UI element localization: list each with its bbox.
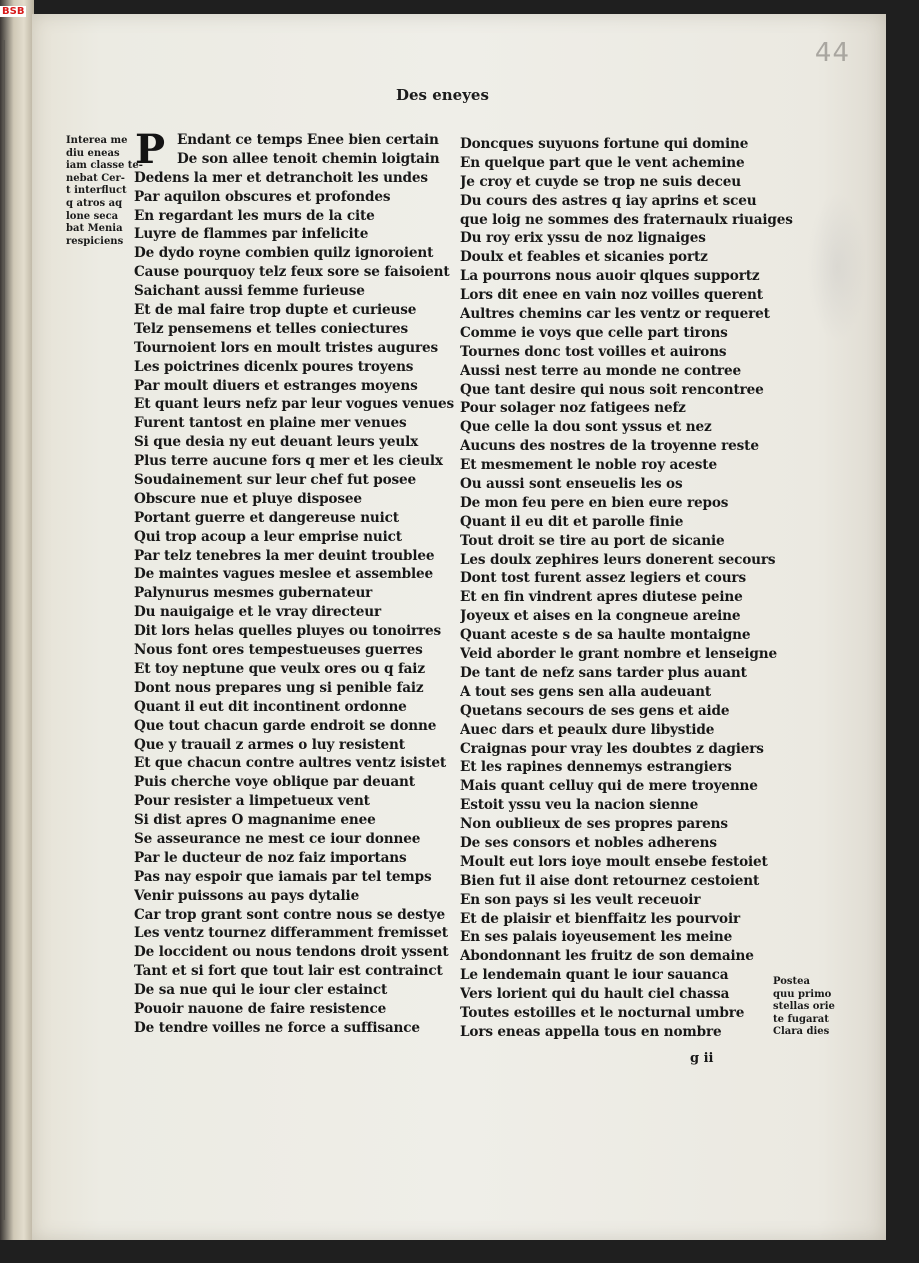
left-column-line: De dydo royne combien quilz ignoroient xyxy=(134,245,434,262)
right-column-line: Ou aussi sont enseuelis les os xyxy=(460,476,683,493)
adjacent-page-edge xyxy=(0,0,34,1263)
left-column-line: Pour resister a limpetueux vent xyxy=(134,793,370,810)
left-text-column xyxy=(134,126,456,1038)
right-column-line: Joyeux et aises en la congneue areine xyxy=(460,608,741,625)
left-column-line: En regardant les murs de la cite xyxy=(134,207,375,224)
right-column-line: Lors eneas appella tous en nombre xyxy=(460,1023,722,1040)
right-column-line: En ses palais ioyeusement les meine xyxy=(460,929,733,946)
right-margin-note-line: quu primo xyxy=(773,988,832,1000)
left-column-line: Tournoient lors en moult tristes augures xyxy=(134,339,438,356)
left-column-line: Endant ce temps Enee bien certain xyxy=(177,132,439,148)
left-column-line: Par moult diuers et estranges moyens xyxy=(134,377,418,394)
left-column-line: Pas nay espoir que iamais par tel temps xyxy=(134,868,432,885)
right-column-line: Toutes estoilles et le nocturnal umbre xyxy=(460,1004,745,1021)
left-column-line: Dedens la mer et detranchoit les undes xyxy=(134,169,428,186)
left-column-line: Telz pensemens et telles coniectures xyxy=(134,320,408,337)
left-column-line: De son allee tenoit chemin loigtain xyxy=(177,150,440,167)
right-column-line: Quant aceste s de sa haulte montaigne xyxy=(460,627,751,644)
right-column-line: De tant de nefz sans tarder plus auant xyxy=(460,664,747,681)
left-column-line: Et que chacun contre aultres ventz isistet xyxy=(134,755,446,772)
left-column-line: Portant guerre et dangereuse nuict xyxy=(134,509,399,526)
left-column-line: Se asseurance ne mest ce iour donnee xyxy=(134,830,421,847)
right-column-line: Que celle la dou sont yssus et nez xyxy=(460,419,712,436)
right-column-line: Doulx et feables et sicanies portz xyxy=(460,249,708,266)
right-column-line: La pourrons nous auoir qlques supportz xyxy=(460,268,760,285)
left-column-line: Plus terre aucune fors q mer et les cieulx xyxy=(134,453,443,470)
right-margin-note-line: stellas orie xyxy=(773,1001,835,1013)
right-margin-note-line: Clara dies xyxy=(773,1026,830,1038)
right-column-line: Veid aborder le grant nombre et lenseigne xyxy=(460,646,777,663)
right-column-line: En quelque part que le vent achemine xyxy=(460,154,745,171)
left-column-line: Et toy neptune que veulx ores ou q faiz xyxy=(134,660,425,677)
right-column-line: Et en fin vindrent apres diutese peine xyxy=(460,589,743,606)
left-column-line: Par le ducteur de noz faiz importans xyxy=(134,849,407,866)
right-column-line: Du roy erix yssu de noz lignaiges xyxy=(460,230,706,247)
left-column-line: Les ventz tournez differamment fremisset xyxy=(134,925,448,942)
left-column-line: De tendre voilles ne force a suffisance xyxy=(134,1019,420,1036)
left-column-line: Si que desia ny eut deuant leurs yeulx xyxy=(134,434,419,451)
left-margin-note-line: bat Menia xyxy=(66,223,123,235)
left-margin-note-line: lone seca xyxy=(66,210,119,222)
left-column-line: Car trop grant sont contre nous se destye xyxy=(134,906,446,923)
right-column-line: Lors dit enee en vain noz voilles querent xyxy=(460,287,763,304)
right-column-line: Que tant desire qui nous soit rencontree xyxy=(460,381,764,398)
left-margin-note xyxy=(66,135,143,248)
left-column-line: Par aquilon obscures et profondes xyxy=(134,188,391,205)
right-column-line: Non oublieux de ses propres parens xyxy=(460,816,728,833)
right-column-line: Aultres chemins car les ventz or requeret xyxy=(460,306,770,323)
left-column-line: Quant il eut dit incontinent ordonne xyxy=(134,698,407,715)
right-column-line: Le lendemain quant le iour sauanca xyxy=(460,967,729,984)
left-column-line: Saichant aussi femme furieuse xyxy=(134,283,365,300)
right-column-line: Comme ie voys que celle part tirons xyxy=(460,324,728,341)
left-column-line: Cause pourquoy telz feux sore se faisoient xyxy=(134,264,450,281)
signature-mark: g ii xyxy=(690,1051,714,1066)
right-margin-note xyxy=(773,976,835,1039)
right-column-line: Les doulx zephires leurs donerent secours xyxy=(460,551,776,568)
right-column-line: Tournes donc tost voilles et auirons xyxy=(460,343,727,360)
right-margin-note-line: Postea xyxy=(773,976,811,987)
right-column-line: Abondonnant les fruitz de son demaine xyxy=(460,948,754,965)
right-column-line: Craignas pour vray les doubtes z dagiers xyxy=(460,740,764,757)
right-column-line: Et de plaisir et bienffaitz les pourvoir xyxy=(460,910,740,927)
left-column-line: Dit lors helas quelles pluyes ou tonoirres xyxy=(134,623,441,640)
left-column-line: Que y trauail z armes o luy resistent xyxy=(134,736,405,753)
right-column-line: De ses consors et nobles adherens xyxy=(460,834,717,851)
left-column-line: De maintes vagues meslee et assemblee xyxy=(134,566,433,583)
right-column-line: Je croy et cuyde se trop ne suis deceu xyxy=(460,173,741,190)
right-column-line: Mais quant celluy qui de mere troyenne xyxy=(460,778,758,795)
right-column-line: que loig ne sommes des fraternaulx riuaiges xyxy=(460,211,793,228)
left-column-line: Et quant leurs nefz par leur vogues venues xyxy=(134,396,455,413)
right-column-line: Dont tost furent assez legiers et cours xyxy=(460,570,746,587)
right-margin-note-line: te fugarat xyxy=(773,1013,829,1025)
left-column-line: Du nauigaige et le vray directeur xyxy=(134,604,381,621)
right-column-line: Bien fut il aise dont retournez cestoient xyxy=(460,872,760,889)
left-column-line: Soudainement sur leur chef fut posee xyxy=(134,472,416,489)
right-column-line: Estoit yssu veu la nacion sienne xyxy=(460,797,699,814)
left-column-line: De loccident ou nous tendons droit yssent xyxy=(134,944,449,961)
left-column-line: Luyre de flammes par infelicite xyxy=(134,226,369,243)
right-column-line: Du cours des astres q iay aprins et sceu xyxy=(460,192,757,209)
left-column-line: Par telz tenebres la mer deuint troublee xyxy=(134,547,435,564)
right-text-column xyxy=(460,135,806,1042)
left-column-line: Les poictrines dicenlx poures troyens xyxy=(134,358,414,375)
left-column-line: Dont nous prepares ung si penible faiz xyxy=(134,679,424,696)
left-column-line: Venir puissons au pays dytalie xyxy=(134,887,360,904)
right-column-line: En son pays si les veult receuoir xyxy=(460,891,701,908)
right-column-line: Et les rapines dennemys estrangiers xyxy=(460,759,732,776)
left-margin-note-line: diu eneas xyxy=(66,147,120,159)
right-column-line: Tout droit se tire au port de sicanie xyxy=(460,532,725,549)
left-column-line: De sa nue qui le iour cler estainct xyxy=(134,982,388,999)
right-column-line: Moult eut lors ioye moult ensebe festoiet xyxy=(460,853,768,870)
right-column-line: Et mesmement le noble roy aceste xyxy=(460,457,717,474)
running-head: Des eneyes xyxy=(396,86,489,104)
left-margin-note-line: respiciens xyxy=(66,235,124,247)
right-column-line: Doncques suyuons fortune qui domine xyxy=(460,136,749,152)
right-column-line: Vers lorient qui du hault ciel chassa xyxy=(460,986,730,1003)
library-mark: BSB xyxy=(2,6,25,17)
right-column-line: Quant il eu dit et parolle finie xyxy=(460,513,684,530)
left-margin-note-line: Interea me xyxy=(66,135,128,146)
left-column-line: Et de mal faire trop dupte et curieuse xyxy=(134,302,417,319)
left-margin-note-line: iam classe te- xyxy=(66,160,143,172)
left-column-line: Obscure nue et pluye disposee xyxy=(134,490,362,507)
left-margin-note-line: nebat Cer- xyxy=(66,172,125,184)
folio-number: 44 xyxy=(814,38,850,68)
left-column-line: Furent tantost en plaine mer venues xyxy=(134,415,407,432)
left-column-line: Nous font ores tempestueuses guerres xyxy=(134,642,423,659)
book-page xyxy=(32,14,886,1240)
left-column-line: Palynurus mesmes gubernateur xyxy=(134,585,373,602)
show-through-smudge xyxy=(807,192,867,342)
right-column-line: Aussi nest terre au monde ne contree xyxy=(460,362,741,379)
right-column-line: A tout ses gens sen alla audeuant xyxy=(460,683,711,700)
left-margin-note-line: q atros aq xyxy=(66,197,123,209)
left-column-line: Tant et si fort que tout lair est contrainct xyxy=(134,963,443,980)
left-column-line: Puis cherche voye oblique par deuant xyxy=(134,774,415,791)
left-column-line: Pouoir nauone de faire resistence xyxy=(134,1000,387,1017)
right-column-line: De mon feu pere en bien eure repos xyxy=(460,494,729,511)
right-column-line: Quetans secours de ses gens et aide xyxy=(460,702,730,719)
left-column-line: Qui trop acoup a leur emprise nuict xyxy=(134,528,402,545)
right-column-line: Aucuns des nostres de la troyenne reste xyxy=(460,438,759,455)
left-margin-note-line: t interfluct xyxy=(66,185,127,197)
adjacent-page-rule xyxy=(3,40,5,1220)
initial-letter: P xyxy=(135,126,166,173)
right-column-line: Auec dars et peaulx dure libystide xyxy=(460,721,715,738)
left-column-line: Si dist apres O magnanime enee xyxy=(134,812,376,829)
scan-background xyxy=(0,1240,919,1263)
left-column-line: Que tout chacun garde endroit se donne xyxy=(134,717,437,734)
right-column-line: Pour solager noz fatigees nefz xyxy=(460,400,686,417)
